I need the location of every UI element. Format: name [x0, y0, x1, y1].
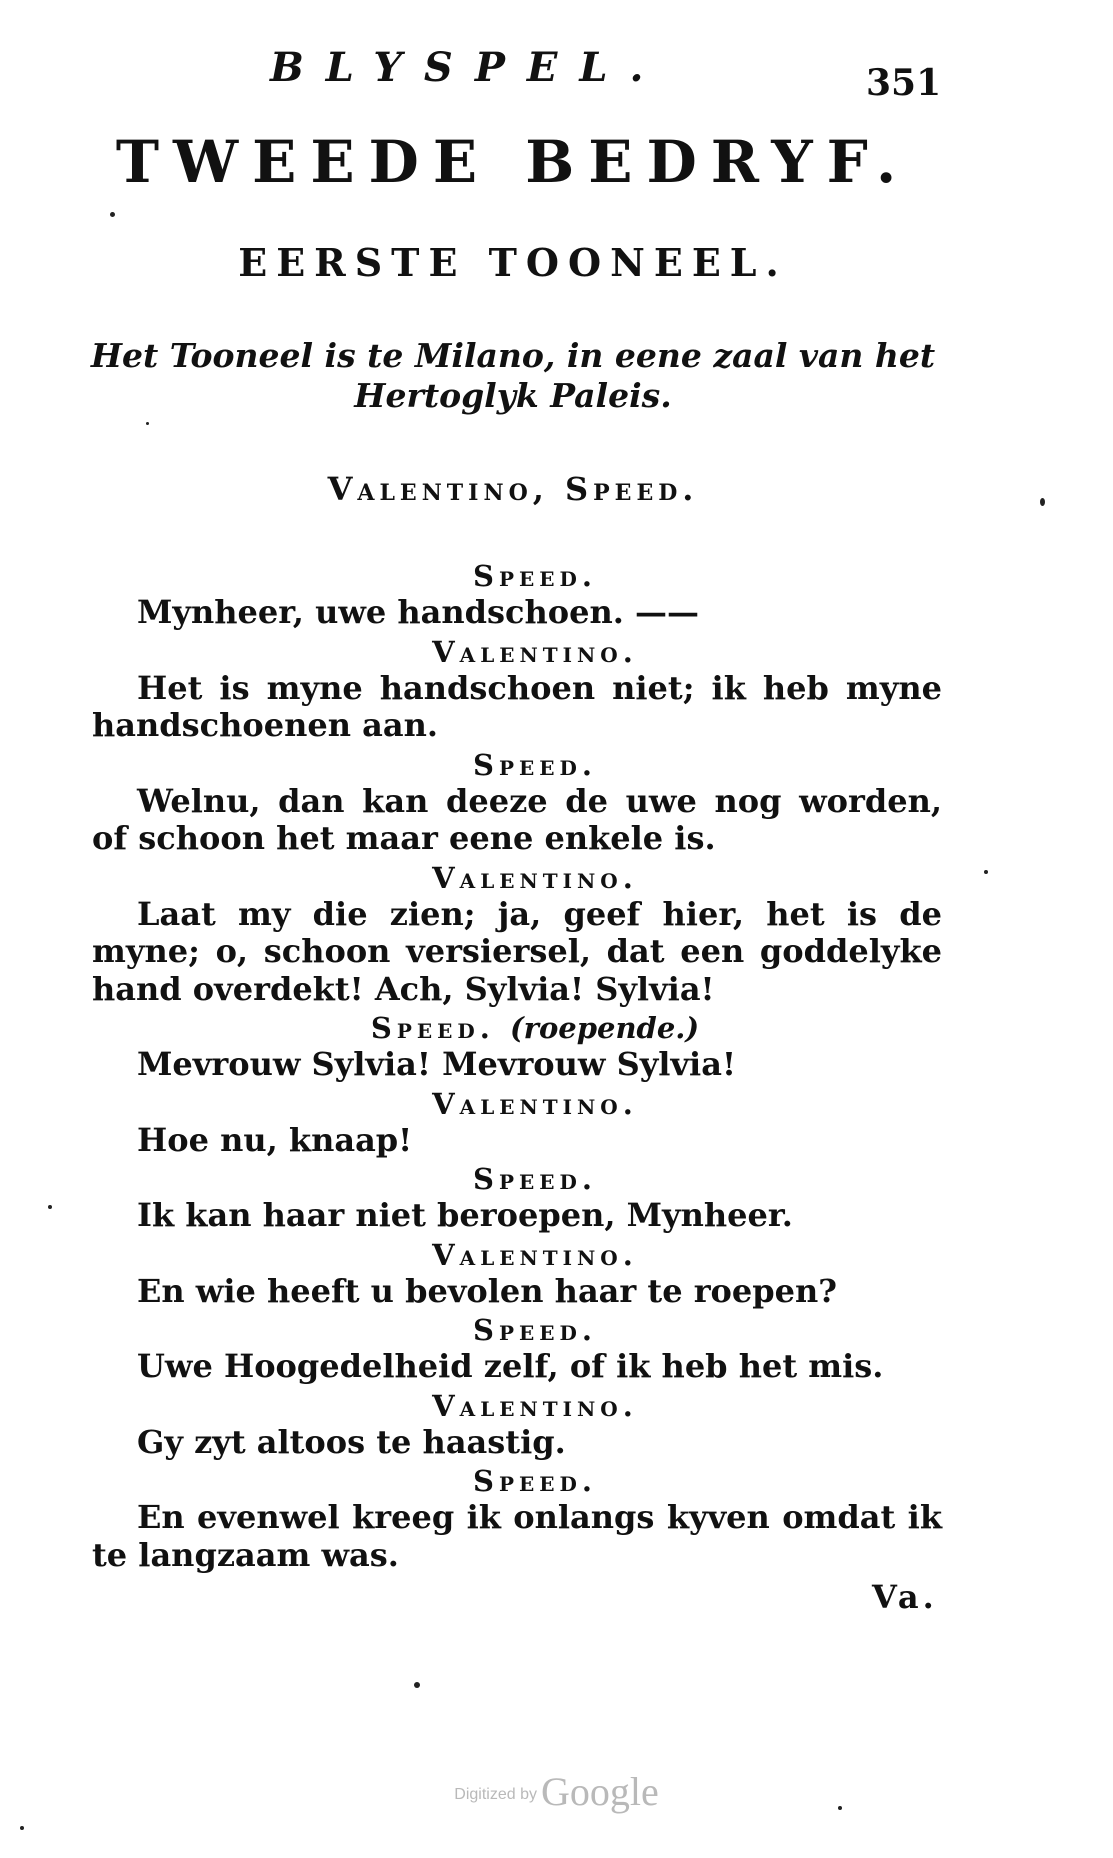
dialogue-entry: [92, 1312, 942, 1386]
scan-speck: [110, 212, 115, 217]
digitized-watermark: [0, 1768, 1113, 1815]
running-title: BLYSPEL.: [270, 44, 666, 91]
dialogue-entry: [92, 558, 942, 632]
scan-speck: [984, 870, 988, 874]
digitized-prefix: Digitized by: [454, 1786, 537, 1803]
speaker-name: Speed.: [473, 1162, 597, 1196]
scene-title: EERSTE TOONEEL.: [238, 240, 788, 285]
scan-speck: [20, 1826, 24, 1830]
dialogue-entry: [92, 1161, 942, 1235]
dialogue-entry: [92, 1388, 942, 1462]
dialogue-entry: [92, 1086, 942, 1160]
dialogue-entry: [92, 634, 942, 745]
speaker-name: Speed.: [473, 559, 597, 593]
speech-text: Mevrouw Sylvia! Mevrouw Sylvia!: [137, 1045, 736, 1083]
speech-text: Het is myne handschoen niet; ik heb myne handschoenen aan.: [92, 668, 942, 744]
dialogue: [92, 558, 942, 1576]
speaker-name: Speed.: [473, 1313, 597, 1347]
stage-setting: [0, 336, 1026, 416]
speech-text: Mynheer, uwe handschoen. ——: [137, 593, 700, 631]
speech-text: Gy zyt altoos te haastig.: [137, 1422, 566, 1461]
speech-text: En wie heeft u bevolen haar te roepen?: [137, 1271, 837, 1310]
dialogue-entry: [92, 1237, 942, 1311]
scan-speck: [838, 1806, 842, 1810]
scan-speck: [414, 1682, 420, 1688]
scan-speck: [146, 422, 149, 425]
speaker-name: Speed. (roepende.): [370, 1011, 700, 1045]
stage-direction: (roepende.): [509, 1011, 700, 1045]
act-title: TWEEDE BEDRYF.: [115, 128, 911, 196]
scan-speck: [48, 1205, 52, 1209]
speaker-name: Valentino.: [432, 1237, 638, 1272]
speech-text: Uwe Hoogedelheid zelf, of ik heb het mis.: [137, 1347, 884, 1385]
scan-speck: [1040, 498, 1045, 506]
dialogue-entry: [92, 747, 942, 858]
speaker-name: Valentino.: [432, 860, 638, 895]
google-logo: Google: [540, 1769, 659, 1814]
catchword: Va.: [872, 1578, 938, 1616]
dialogue-entry: [92, 1010, 942, 1084]
dialogue-entry: [92, 860, 942, 1009]
page-number: 351: [866, 62, 942, 104]
speaker-name: Valentino.: [432, 1086, 638, 1121]
stage-setting-line-2: Hertoglyk Paleis.: [354, 376, 672, 415]
speaker-name: Valentino.: [432, 1388, 638, 1423]
speech-text: Hoe nu, knaap!: [137, 1120, 413, 1159]
speech-text: Ik kan haar niet beroepen, Mynheer.: [137, 1196, 793, 1234]
speech-text: En evenwel kreeg ik onlangs kyven omdat ik te langzaam was.: [92, 1498, 942, 1574]
speech-text: Welnu, dan kan deeze de uwe nog worden, of schoon het maar eene enkele is.: [92, 781, 942, 857]
speech-text: Laat my die zien; ja, geef hier, het is de myne; o, schoon versiersel, dat een goddelyke hand overdekt! Ach, Sylvia! Sylvia!: [92, 894, 942, 1008]
stage-setting-line-1: Het Tooneel is te Milano, in eene zaal van het: [90, 336, 936, 375]
speaker-name: Valentino.: [432, 634, 638, 669]
speaker-name: Speed.: [473, 1464, 597, 1498]
dialogue-entry: [92, 1463, 942, 1574]
speaker-name: Speed.: [473, 747, 597, 782]
characters-list: Valentino, Speed.: [327, 470, 699, 508]
